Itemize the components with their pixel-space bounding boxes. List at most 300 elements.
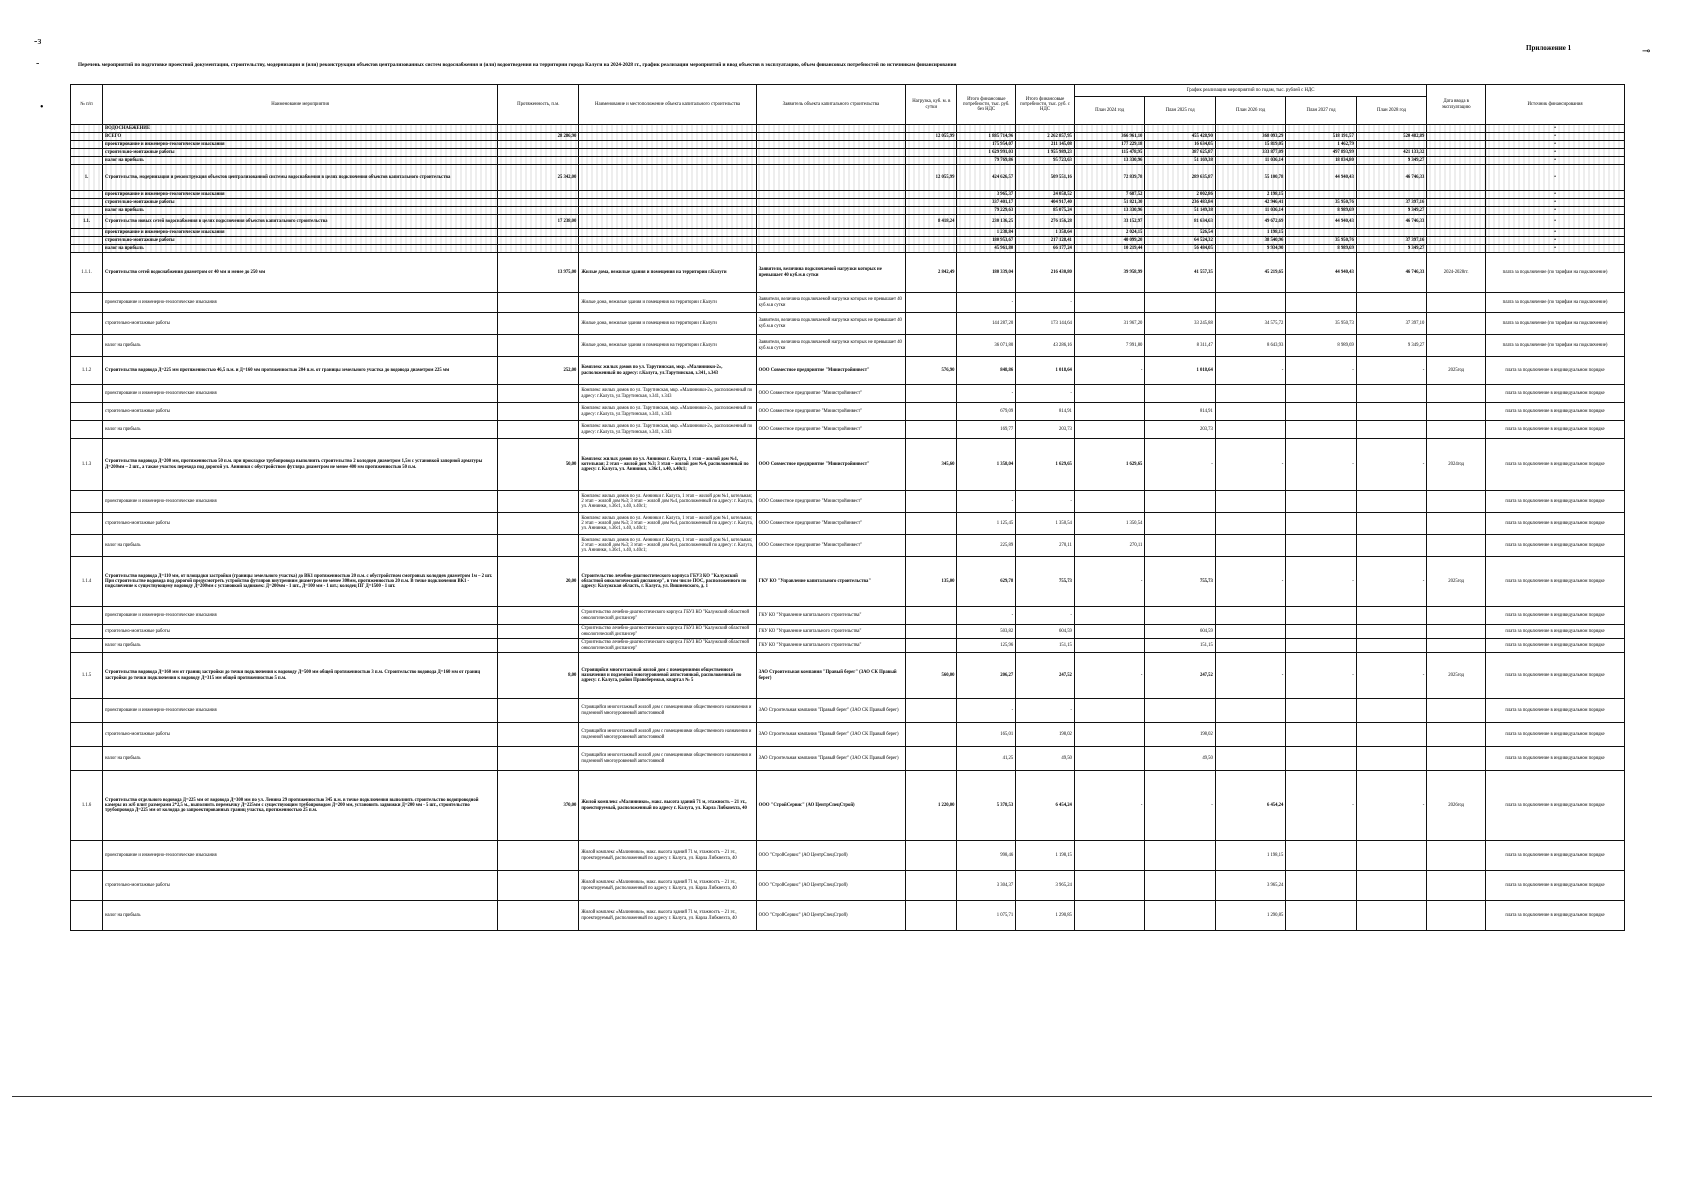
cell-date	[1427, 841, 1486, 871]
header-commission: Дата ввода в эксплуатацию	[1427, 85, 1486, 125]
cell-t1: 3 965,37	[957, 191, 1016, 199]
cell-y26: 11 036,14	[1215, 207, 1285, 215]
cell-y26: 6 454,24	[1215, 771, 1285, 841]
cell-obj	[579, 125, 756, 133]
cell-y24: 31 967,20	[1074, 313, 1144, 335]
cell-app: ООО Совместное предприятие "Мииистройинвест"	[756, 535, 906, 557]
cell-obj: Жилые дома, нежилые здания и помещения на территории г.Калуги	[579, 293, 756, 313]
cell-date	[1427, 607, 1486, 625]
table-row	[71, 191, 1625, 199]
cell-name: Строительство водовода Д=225 мм протяженностью 46,5 п.м. и Д=160 мм протяженностью 204 п.м. от границы земельного участка до водовода диаметром 225 мм	[103, 357, 498, 385]
cell-t2: 173 144,64	[1016, 313, 1075, 335]
cell-app	[756, 237, 906, 245]
cell-y26: -	[1215, 653, 1285, 699]
cell-y28	[1356, 403, 1426, 421]
cell-load: 12 055,99	[906, 165, 957, 191]
page-bottom-rule	[12, 1096, 1652, 1097]
cell-name: строительно-монтажные работы	[103, 723, 498, 747]
cell-obj	[579, 165, 756, 191]
cell-y28	[1356, 841, 1426, 871]
cell-y25	[1145, 535, 1215, 557]
cell-app	[756, 149, 906, 157]
document-title: Перечень мероприятий по подготовке проектной документации, строительству, модернизации и (или) реконструкции объектов централизованных систем водоснабжения и (или) водоотведения на территории города Калуги на 2024-2028 гг., график реализации мероприятий и ввод объектов в эксплуатацию, объем финансовых потребностей по источникам финансирования	[78, 62, 957, 68]
cell-t2: 1 629,65	[1016, 439, 1075, 491]
cell-t1: -	[957, 385, 1016, 403]
cell-name: строительно-монтажные работы	[103, 871, 498, 901]
cell-name: Строительство водовода Д=110 мм, от площадки застройки (границы земельного участка) до ВК1 протяженностью 20 п.м. с обустройством смотровых колодцев диаметром 1м – 2 шт. При строительстве водовода под дорогой предусмотреть устройство футляров внутренним диаметром не менее 300мм, протяженностью 20 п.м. В точке подключения ВК1 - подключение к существующему водоводу Д=200мм с установкой задвижек: Д=200мм - 1 шт., Д=100 мм - 1 шт.; колодец ПГ Д=1500 - 1 шт.	[103, 557, 498, 607]
cell-y28	[1356, 141, 1426, 149]
cell-load	[906, 699, 957, 723]
cell-app: ООО Совместное предприятие "Мииистройинвест"	[756, 403, 906, 421]
cell-y25	[1145, 841, 1215, 871]
cell-src: •	[1486, 245, 1625, 253]
cell-name: проектирование и инженерно-геологические изыскания	[103, 607, 498, 625]
cell-app: ООО Совместное предприятие "Мииистройинвест"	[756, 491, 906, 513]
cell-n	[71, 491, 103, 513]
cell-load: 12 055,99	[906, 133, 957, 141]
cell-len: 20,00	[498, 557, 579, 607]
cell-load	[906, 841, 957, 871]
cell-len	[498, 871, 579, 901]
cell-y24	[1074, 871, 1144, 901]
cell-y27	[1286, 747, 1356, 771]
cell-app	[756, 125, 906, 133]
cell-y27	[1286, 403, 1356, 421]
cell-date	[1427, 513, 1486, 535]
cell-date: 2025год	[1427, 557, 1486, 607]
cell-t1: -	[957, 491, 1016, 513]
cell-src: плата за подключение в индивидуальном порядке	[1486, 607, 1625, 625]
cell-load	[906, 125, 957, 133]
cell-y26: 15 819,05	[1215, 141, 1285, 149]
cell-t2: 1 350,54	[1016, 513, 1075, 535]
cell-y28: 520 482,89	[1356, 133, 1426, 141]
cell-t1: 36 071,80	[957, 335, 1016, 357]
cell-t1: 165,01	[957, 723, 1016, 747]
cell-name: налог на прибыль	[103, 747, 498, 771]
cell-n: 1.1.5	[71, 653, 103, 699]
cell-name: проектирование и инженерно-геологические изыскания	[103, 141, 498, 149]
cell-date	[1427, 199, 1486, 207]
cell-y25: 81 634,63	[1145, 215, 1215, 229]
cell-app: ГКУ КО "Управление капитального строительства"	[756, 639, 906, 653]
cell-y25: 49,50	[1145, 747, 1215, 771]
cell-t2: 814,91	[1016, 403, 1075, 421]
cell-y24: 1 350,54	[1074, 513, 1144, 535]
table-row	[71, 747, 1625, 771]
cell-t1: 45 961,80	[957, 245, 1016, 253]
cell-load	[906, 607, 957, 625]
cell-len	[498, 747, 579, 771]
cell-n	[71, 293, 103, 313]
cell-load	[906, 229, 957, 237]
cell-y28	[1356, 293, 1426, 313]
cell-src: плата за подключение в индивидуальном порядке	[1486, 513, 1625, 535]
cell-t2: 43 286,16	[1016, 335, 1075, 357]
cell-n	[71, 141, 103, 149]
cell-obj	[579, 149, 756, 157]
cell-t1: 125,96	[957, 639, 1016, 653]
cell-y24: -	[1074, 771, 1144, 841]
cell-t2: 49,50	[1016, 747, 1075, 771]
cell-obj	[579, 229, 756, 237]
cell-t2: 85 075,24	[1016, 207, 1075, 215]
header-total-no-vat: Итого финансовые потребности, тыс. руб. без НДС	[957, 85, 1016, 125]
cell-name: налог на прибыль	[103, 245, 498, 253]
cell-y26: 42 946,41	[1215, 199, 1285, 207]
corner-mark-4: ⊸	[1642, 46, 1651, 57]
cell-load: 8 418,24	[906, 215, 957, 229]
cell-t2: -	[1016, 491, 1075, 513]
table-row	[71, 771, 1625, 841]
table-row	[71, 229, 1625, 237]
cell-y24: 33 152,97	[1074, 215, 1144, 229]
cell-t1: 169,77	[957, 421, 1016, 439]
cell-y28: 37 397,16	[1356, 199, 1426, 207]
cell-obj: Комплекс жилых домов по ул. Аннинки г. Калуга, 1 этап – жилой дом №1, котельная; 2 этап – жилой дом №3; 3 этап – жилой дом №4, расположенный по адресу: г. Калуга, ул. Аннинки, з.36с1, з.40, з.40с1;	[579, 513, 756, 535]
cell-t2: 247,52	[1016, 653, 1075, 699]
cell-name: строительно-монтажные работы	[103, 625, 498, 639]
cell-date	[1427, 245, 1486, 253]
cell-date	[1427, 237, 1486, 245]
header-load: Нагрузка, куб. м. в сутки	[906, 85, 957, 125]
cell-y27	[1286, 871, 1356, 901]
cell-y27	[1286, 723, 1356, 747]
cell-y28	[1356, 723, 1426, 747]
table-row	[71, 607, 1625, 625]
cell-name: Строительство сетей водоснабжения диаметром от 40 мм и менее до 250 мм	[103, 253, 498, 293]
cell-t2: 203,73	[1016, 421, 1075, 439]
cell-date	[1427, 165, 1486, 191]
header-n: № п/п	[71, 85, 103, 125]
cell-load: 1 220,00	[906, 771, 957, 841]
cell-len	[498, 157, 579, 165]
cell-y28	[1356, 639, 1426, 653]
cell-y27	[1286, 491, 1356, 513]
cell-obj: Жилой комплекс «Малинники», макс. высота зданий 71 м, этажность – 21 эт., проектируемый, расположенный по адресу г. Калуга, ул. Карла Либкнехта, 40	[579, 871, 756, 901]
table-row	[71, 357, 1625, 385]
cell-len: 28 286,90	[498, 133, 579, 141]
header-objects: Наименование и местоположение объекта капитального строительства	[579, 85, 756, 125]
header-2025: План 2025 год	[1145, 97, 1215, 125]
cell-app: Заявители, величина подключаемой нагрузки которых не превышает 40 куб.м.в сутки	[756, 313, 906, 335]
cell-obj: Строительство лечебно-диагностического корпуса ГБУЗ КО "Калужский областной онкологический диспансер"	[579, 639, 756, 653]
cell-date	[1427, 207, 1486, 215]
cell-src: •	[1486, 149, 1625, 157]
cell-y27: 497 893,99	[1286, 149, 1356, 157]
cell-n	[71, 385, 103, 403]
cell-t2	[1016, 125, 1075, 133]
cell-app	[756, 229, 906, 237]
cell-len	[498, 607, 579, 625]
cell-t1: -	[957, 293, 1016, 313]
cell-y28	[1356, 513, 1426, 535]
cell-t1: 337 401,17	[957, 199, 1016, 207]
cell-y24	[1074, 723, 1144, 747]
cell-y28: -	[1356, 357, 1426, 385]
cell-n	[71, 207, 103, 215]
cell-src: плата за подключение в индивидуальном порядке	[1486, 771, 1625, 841]
cell-obj	[579, 191, 756, 199]
table-row	[71, 841, 1625, 871]
cell-n	[71, 723, 103, 747]
cell-y27	[1286, 293, 1356, 313]
cell-name: налог на прибыль	[103, 639, 498, 653]
cell-len	[498, 229, 579, 237]
cell-load	[906, 491, 957, 513]
cell-y24	[1074, 607, 1144, 625]
table-row	[71, 335, 1625, 357]
cell-y28: 9 349,27	[1356, 157, 1426, 165]
cell-y26	[1215, 747, 1285, 771]
cell-y26	[1215, 625, 1285, 639]
cell-t2: 270,11	[1016, 535, 1075, 557]
cell-src: плата за подключение в индивидуальном порядке	[1486, 699, 1625, 723]
cell-t1: 1 629 991,03	[957, 149, 1016, 157]
cell-t1: 144 287,20	[957, 313, 1016, 335]
table-row	[71, 385, 1625, 403]
cell-load	[906, 313, 957, 335]
cell-t2: 3 965,24	[1016, 871, 1075, 901]
cell-name: ВОДОСНАБЖЕНИЕ	[103, 125, 498, 133]
cell-len: 50,00	[498, 439, 579, 491]
cell-app	[756, 157, 906, 165]
cell-y27	[1286, 841, 1356, 871]
cell-n: 1.1.2	[71, 357, 103, 385]
cell-obj: Комплекс жилых домов по ул. Тарутинская, мкр. «Малинники-2», расположенный по адресу: г.Калуга, ул.Тарутинская, з.341, з.343	[579, 385, 756, 403]
cell-date	[1427, 421, 1486, 439]
cell-app: ООО "СтройСервис" (АО ЦентрСпецСтрой)	[756, 771, 906, 841]
cell-n: 1.1.4	[71, 557, 103, 607]
cell-y28	[1356, 747, 1426, 771]
cell-t1: -	[957, 699, 1016, 723]
cell-n	[71, 313, 103, 335]
cell-y27	[1286, 229, 1356, 237]
cell-y24: 1 629,65	[1074, 439, 1144, 491]
cell-date	[1427, 639, 1486, 653]
cell-load	[906, 513, 957, 535]
header-schedule: График реализации мероприятий по годам, тыс. рублей с НДС	[1074, 85, 1426, 97]
cell-date	[1427, 335, 1486, 357]
cell-name: Строительство отдельного водовода Д=225 мм от водовода Д=300 мм по ул. Ленина 29 протяженностью 345 п.м. в точке подключения выполнить строительство водопроводной камеры из ж/б плит размерами 2*2,5 м., выполнить перемычку Д=225мм с существующим трубопроводом Д=200 мм, установить задвижки Д=200 мм - 5 шт., строительство трубопровода Д=225 мм от колодца до запроектированных границ участка, протяженностью 25 п.м.	[103, 771, 498, 841]
cell-y24	[1074, 293, 1144, 313]
cell-date	[1427, 141, 1486, 149]
cell-y27	[1286, 385, 1356, 403]
cell-y27: 44 940,43	[1286, 165, 1356, 191]
cell-name: Строительство водовода Д=160 мм от границ застройки до точки подключения к водоводу Д=500 мм общей протяженностью 3 п.м. Строительство водовода Д=160 мм от границ застройки до точки подключения к водоводу Д=315 мм общей протяженностью 5 п.м.	[103, 653, 498, 699]
cell-y25: 64 524,32	[1145, 237, 1215, 245]
cell-y25: 203,73	[1145, 421, 1215, 439]
cell-y27: -	[1286, 357, 1356, 385]
cell-y24: -	[1074, 357, 1144, 385]
table-row	[71, 133, 1625, 141]
cell-load	[906, 625, 957, 639]
cell-date: 2025год	[1427, 653, 1486, 699]
cell-t2: 404 917,40	[1016, 199, 1075, 207]
cell-obj	[579, 199, 756, 207]
cell-n	[71, 125, 103, 133]
cell-app	[756, 199, 906, 207]
cell-app: Заявители, величина подключаемой нагрузки которых не превышает 40 куб.м.в сутки	[756, 335, 906, 357]
cell-t1: 424 626,57	[957, 165, 1016, 191]
cell-name: ВСЕГО	[103, 133, 498, 141]
cell-y26	[1215, 723, 1285, 747]
cell-y25: 8 311,47	[1145, 335, 1215, 357]
cell-load	[906, 639, 957, 653]
cell-t2: 151,15	[1016, 639, 1075, 653]
table-row	[71, 165, 1625, 191]
table-row	[71, 403, 1625, 421]
cell-y24: 177 229,18	[1074, 141, 1144, 149]
cell-app: ГКУ КО "Управление капитального строительства"	[756, 557, 906, 607]
cell-app	[756, 165, 906, 191]
cell-app	[756, 141, 906, 149]
cell-y26: 8 643,93	[1215, 335, 1285, 357]
cell-y26: 1 198,15	[1215, 841, 1285, 871]
cell-date	[1427, 149, 1486, 157]
cell-n	[71, 199, 103, 207]
cell-load	[906, 421, 957, 439]
cell-app: ООО Совместное предприятие "Мииистройинвест"	[756, 421, 906, 439]
cell-len	[498, 625, 579, 639]
cell-src: плата за подключение (по тарифам на подключение)	[1486, 335, 1625, 357]
table-row	[71, 157, 1625, 165]
cell-src: плата за подключение в индивидуальном порядке	[1486, 871, 1625, 901]
cell-y24	[1074, 841, 1144, 871]
cell-y26: 3 965,24	[1215, 871, 1285, 901]
cell-y25	[1145, 513, 1215, 535]
cell-obj: Строящийся многоэтажный жилой дом с помещениями общественного назначения и подземной многоуровневой автостоянкой, расположенный по адресу: г. Калуга, район Правобережья, квартал № 5	[579, 653, 756, 699]
cell-y27: 8 989,69	[1286, 335, 1356, 357]
cell-n: 1.1.3	[71, 439, 103, 491]
cell-app: ЗАО Строительная компания "Правый берег" (ЗАО СК Правый берег)	[756, 723, 906, 747]
cell-y26: 368 093,29	[1215, 133, 1285, 141]
cell-y25: 51 169,38	[1145, 157, 1215, 165]
cell-y25: 814,91	[1145, 403, 1215, 421]
cell-app: Заявители, величина подключаемой нагрузки которых не превышает 40 куб.м.в сутки	[756, 253, 906, 293]
cell-t2: 1 018,64	[1016, 357, 1075, 385]
cell-y26: 34 575,72	[1215, 313, 1285, 335]
cell-n	[71, 335, 103, 357]
cell-src: •	[1486, 215, 1625, 229]
cell-t2: 198,02	[1016, 723, 1075, 747]
cell-t2: -	[1016, 607, 1075, 625]
cell-y26	[1215, 699, 1285, 723]
cell-y24: 115 478,95	[1074, 149, 1144, 157]
cell-t1: 206,27	[957, 653, 1016, 699]
cell-app	[756, 207, 906, 215]
cell-y25: 604,59	[1145, 625, 1215, 639]
cell-len: 13 975,00	[498, 253, 579, 293]
cell-app: ООО Совместное предприятие "Мииистройинвест"	[756, 439, 906, 491]
cell-y28	[1356, 901, 1426, 931]
cell-app	[756, 133, 906, 141]
cell-y27: 8 989,69	[1286, 245, 1356, 253]
cell-y25: 151,15	[1145, 639, 1215, 653]
cell-y27	[1286, 513, 1356, 535]
cell-date	[1427, 157, 1486, 165]
header-2024: План 2024 год	[1074, 97, 1144, 125]
cell-y28: -	[1356, 557, 1426, 607]
cell-y25	[1145, 491, 1215, 513]
table-row	[71, 125, 1625, 133]
cell-y27: 44 940,43	[1286, 253, 1356, 293]
cell-name: налог на прибыль	[103, 157, 498, 165]
cell-y24: 2 024,15	[1074, 229, 1144, 237]
cell-y27: 8 989,69	[1286, 207, 1356, 215]
cell-y26: 49 672,69	[1215, 215, 1285, 229]
cell-y25: 387 625,87	[1145, 149, 1215, 157]
table-row	[71, 871, 1625, 901]
cell-n	[71, 149, 103, 157]
cell-app: ЗАО Строительная компания "Правый берег" (ЗАО СК Правый берег)	[756, 699, 906, 723]
cell-app: ЗАО Строительная компания "Правый берег" (ЗАО СК Правый берег)	[756, 747, 906, 771]
cell-date	[1427, 723, 1486, 747]
cell-len: 8,00	[498, 653, 579, 699]
cell-load	[906, 207, 957, 215]
cell-name: Строительство водовода Д=200 мм, протяженностью 50 п.м. при прокладке трубопровода выполнить строительство 2 колодцев диаметром 1,5м с установкой запорной арматуры Д=200мм – 2 шт., а также участок перехода под дорогой ул. Аннинки с обустройством футляра диаметром не менее 400 мм протяженностью 50 п.м.	[103, 439, 498, 491]
cell-src: •	[1486, 141, 1625, 149]
header-total-vat: Итого финансовые потребности, тыс. руб. с НДС	[1016, 85, 1075, 125]
cell-y24: -	[1074, 557, 1144, 607]
cell-name: строительно-монтажные работы	[103, 237, 498, 245]
cell-y27: -	[1286, 557, 1356, 607]
cell-y24: 10 219,44	[1074, 245, 1144, 253]
cell-date	[1427, 293, 1486, 313]
cell-y24	[1074, 385, 1144, 403]
cell-y25: 198,02	[1145, 723, 1215, 747]
cell-y26	[1215, 607, 1285, 625]
cell-name: проектирование и инженерно-геологические изыскания	[103, 229, 498, 237]
cell-load	[906, 403, 957, 421]
appendix-label: Приложение 1	[1526, 44, 1572, 52]
cell-y27	[1286, 607, 1356, 625]
corner-mark-3: •	[40, 102, 44, 113]
cell-y25: -	[1145, 439, 1215, 491]
cell-y26	[1215, 125, 1285, 133]
cell-n	[71, 421, 103, 439]
cell-name: Строительство, модернизация и реконструкция объектов централизованной системы водоснабжения в целях подключения объектов капитального строительства	[103, 165, 498, 191]
cell-name: строительно-монтажные работы	[103, 313, 498, 335]
table-row	[71, 293, 1625, 313]
cell-t1: 79 769,86	[957, 157, 1016, 165]
cell-n	[71, 699, 103, 723]
cell-y28	[1356, 191, 1426, 199]
cell-app: ООО Совместное предприятие "Мииистройинвест"	[756, 385, 906, 403]
cell-app: ООО Совместное предприятие "Мииистройинвест"	[756, 513, 906, 535]
cell-y24: 7 991,80	[1074, 335, 1144, 357]
cell-y28	[1356, 385, 1426, 403]
cell-n	[71, 237, 103, 245]
table-row	[71, 535, 1625, 557]
cell-y27: 35 950,76	[1286, 199, 1356, 207]
cell-y26: -	[1215, 439, 1285, 491]
cell-y24: 39 958,99	[1074, 253, 1144, 293]
cell-date	[1427, 625, 1486, 639]
cell-y25: 51 149,38	[1145, 207, 1215, 215]
cell-load	[906, 237, 957, 245]
cell-y27: -	[1286, 653, 1356, 699]
cell-obj	[579, 141, 756, 149]
cell-len	[498, 385, 579, 403]
cell-y26	[1215, 421, 1285, 439]
cell-len	[498, 207, 579, 215]
cell-src: плата за подключение в индивидуальном порядке	[1486, 403, 1625, 421]
table-row	[71, 141, 1625, 149]
cell-n	[71, 747, 103, 771]
cell-name: строительно-монтажные работы	[103, 513, 498, 535]
cell-t1: 998,46	[957, 841, 1016, 871]
